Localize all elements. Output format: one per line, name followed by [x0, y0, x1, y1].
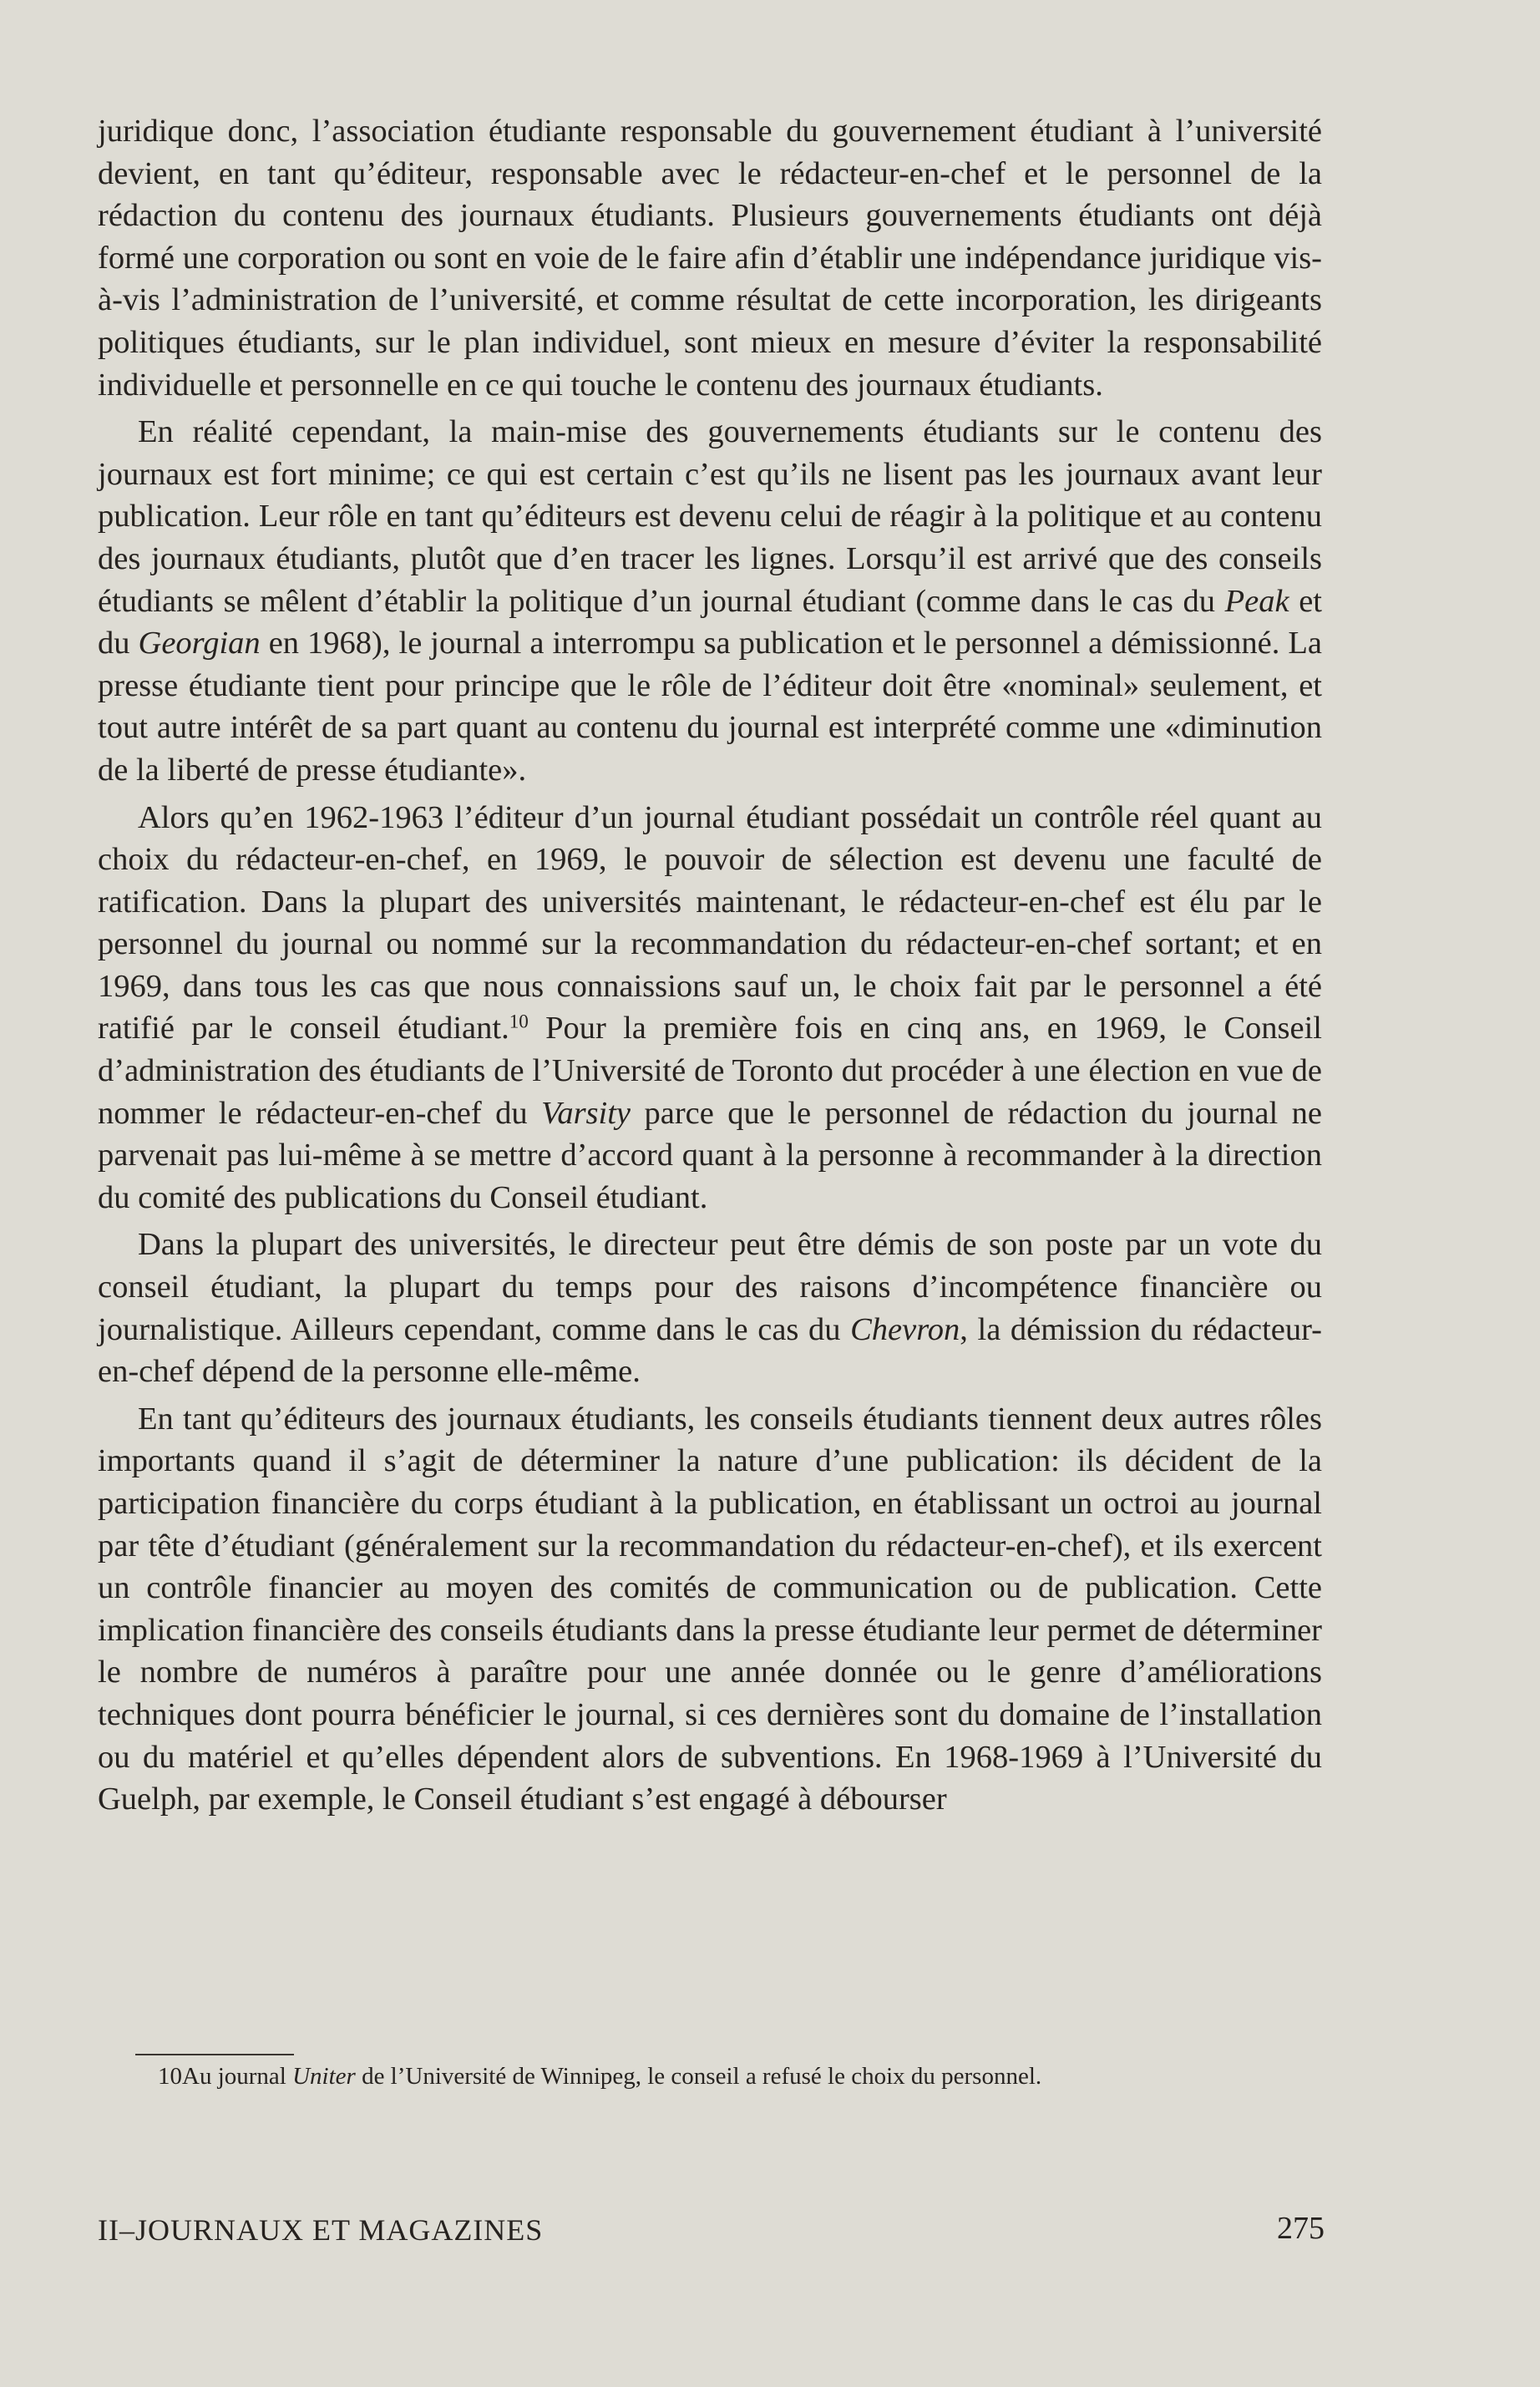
paragraph-2-text-c: en 1968), le journal a interrompu sa publication et le personnel a démissionné. La presse étudiante tient pour principe que le rôle de l’éditeur doit être «nominal» seulement, et tout autre intérêt de sa part quant au contenu du journal est interprété comme une «diminution de la liberté de presse étudiante».	[98, 626, 1322, 788]
paragraph-2	[98, 411, 1322, 791]
paragraph-4	[98, 1224, 1322, 1392]
footnote	[98, 2060, 1322, 2093]
body-text	[98, 110, 1322, 1826]
paragraph-2-text-a: En réalité cependant, la main-mise des gouvernements étudiants sur le contenu des journaux est fort minime; ce qui est certain c’est qu’ils ne lisent pas les journaux avant leur publication. Leur rôle en tant qu’éditeurs est devenu celui de réagir à la politique et au contenu des journaux étudiants, plutôt que d’en tracer les lignes. Lorsqu’il est arrivé que des conseils étudiants se mêlent d’établir la politique d’un journal étudiant (comme dans le cas du	[98, 414, 1322, 619]
paragraph-1-text: juridique donc, l’association étudiante responsable du gouvernement étudiant à l’université devient, en tant qu’éditeur, responsable avec le rédacteur-en-chef et le personnel de la rédaction du contenu des journaux étudiants. Plusieurs gouvernements étudiants ont déjà formé une corporation ou sont en voie de le faire afin d’établir une indépendance juridique vis-à-vis l’administration de l’université, et comme résultat de cette incorporation, les dirigeants politiques étudiants, sur le plan individuel, sont mieux en mesure d’éviter la responsabilité individuelle et personnelle en ce qui touche le contenu des journaux étudiants.	[98, 114, 1322, 403]
paragraph-3	[98, 797, 1322, 1219]
paragraph-3-text-b: Pour la première fois en cinq ans, en 1969, le Conseil d’administration des étudiants de l’Université de Toronto dut procéder à une élection en vue de nommer le rédacteur-en-chef du	[98, 1011, 1322, 1131]
journal-title-varsity: Varsity	[541, 1095, 631, 1131]
footnote-reference: 10	[509, 1010, 529, 1032]
paragraph-4-text-a: Dans la plupart des universités, le directeur peut être démis de son poste par un vote du conseil étudiant, la plupart du temps pour des raisons d’incompétence financière ou journalistique. Ailleurs cependant, comme dans le cas du	[98, 1227, 1322, 1347]
paragraph-3-text-a: Alors qu’en 1962-1963 l’éditeur d’un journal étudiant possédait un contrôle réel quant au choix du rédacteur-en-chef, en 1969, le pouvoir de sélection est devenu une faculté de ratification. Dans la plupart des universités maintenant, le rédacteur-en-chef est élu par le personnel du journal ou nommé sur la recommandation du rédacteur-en-chef sortant; et en 1969, dans tous les cas que nous connaissions sauf un, le choix fait par le personnel a été ratifié par le conseil étudiant.	[98, 799, 1322, 1047]
footnote-divider	[135, 2054, 294, 2055]
paragraph-1	[98, 110, 1322, 406]
running-head: II–JOURNAUX ET MAGAZINES	[98, 2213, 544, 2247]
journal-title-chevron: Chevron	[850, 1311, 960, 1347]
journal-title-uniter: Uniter	[292, 2063, 356, 2090]
journal-title-georgian: Georgian	[138, 626, 261, 661]
page-number: 275	[1277, 2211, 1325, 2246]
paragraph-5-text: En tant qu’éditeurs des journaux étudiants, les conseils étudiants tiennent deux autres rôles importants quand il s’agit de déterminer la nature d’une publication: ils décident de la participation financière du corps étudiant à la publication, en établissant un octroi au journal par tête d’étudiant (généralement sur la recommandation du rédacteur-en-chef), et ils exercent un contrôle financier au moyen des comités de communication ou de publication. Cette implication financière des conseils étudiants dans la presse étudiante leur permet de déterminer le nombre de numéros à paraître pour une année donnée ou le genre d’améliorations techniques dont pourra bénéficier le journal, si ces dernières sont du domaine de l’installation ou du matériel et qu’elles dépendent alors de subventions. En 1968-1969 à l’Université du Guelph, par exemple, le Conseil étudiant s’est engagé à débourser	[98, 1401, 1322, 1817]
paragraph-3-text-c: parce que le personnel de rédaction du journal ne parvenait pas lui-même à se mettre d’accord quant à la personne à recommander à la direction du comité des publications du Conseil étudiant.	[98, 1095, 1323, 1215]
footnote-text-b: de l’Université de Winnipeg, le conseil a refusé le choix du personnel.	[355, 2063, 1042, 2090]
paragraph-2-text-b: et du	[98, 583, 1322, 661]
footnote-number: 10	[158, 2063, 182, 2090]
journal-title-peak: Peak	[1224, 583, 1289, 619]
paragraph-5	[98, 1398, 1322, 1821]
paragraph-4-text-b: , la démission du rédacteur-en-chef dépend de la personne elle-même.	[98, 1311, 1322, 1390]
footnote-text-a: Au journal	[182, 2063, 293, 2090]
